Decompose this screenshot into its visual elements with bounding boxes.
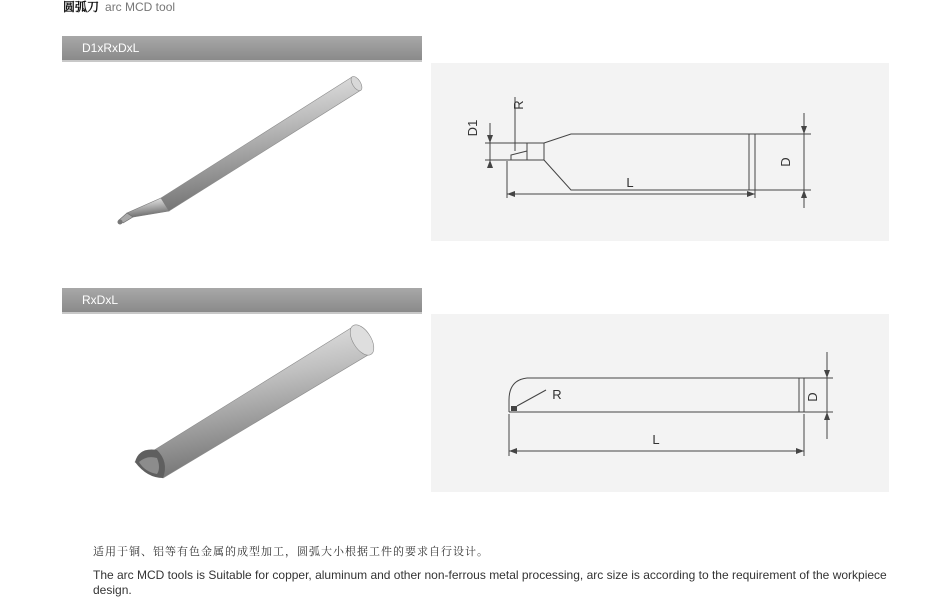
dim-label-r: R (511, 100, 526, 110)
technical-drawing-d1rdl (431, 63, 889, 241)
dim-label-l: L (626, 175, 634, 190)
dim-label-r: R (552, 387, 562, 402)
tool-image-tapered-arc-mcd (95, 66, 395, 236)
page-title (63, 0, 175, 14)
title-english: arc MCD tool (105, 0, 176, 14)
dim-label-d: D (778, 157, 793, 167)
section-header-rdl: RxDxL (62, 288, 422, 312)
technical-drawing-rdl (431, 314, 889, 492)
description-english: The arc MCD tools is Suitable for copper, aluminum and other non-ferrous metal processing, arc size is according to the requirement of the workpiece design. (93, 568, 887, 597)
dim-label-l: L (652, 432, 660, 447)
dim-label-d1: D1 (465, 119, 480, 137)
description-chinese: 适用于铜、铝等有色金属的成型加工，圆弧大小根据工件的要求自行设计。 (93, 546, 489, 558)
tool-image-straight-arc-mcd (125, 322, 385, 482)
section-header-divider (62, 60, 422, 62)
title-chinese: 圆弧刀 (63, 0, 100, 14)
section-header-d1rdl: D1xRxDxL (62, 36, 422, 60)
dim-label-d: D (805, 392, 820, 402)
section-header-divider (62, 312, 422, 314)
